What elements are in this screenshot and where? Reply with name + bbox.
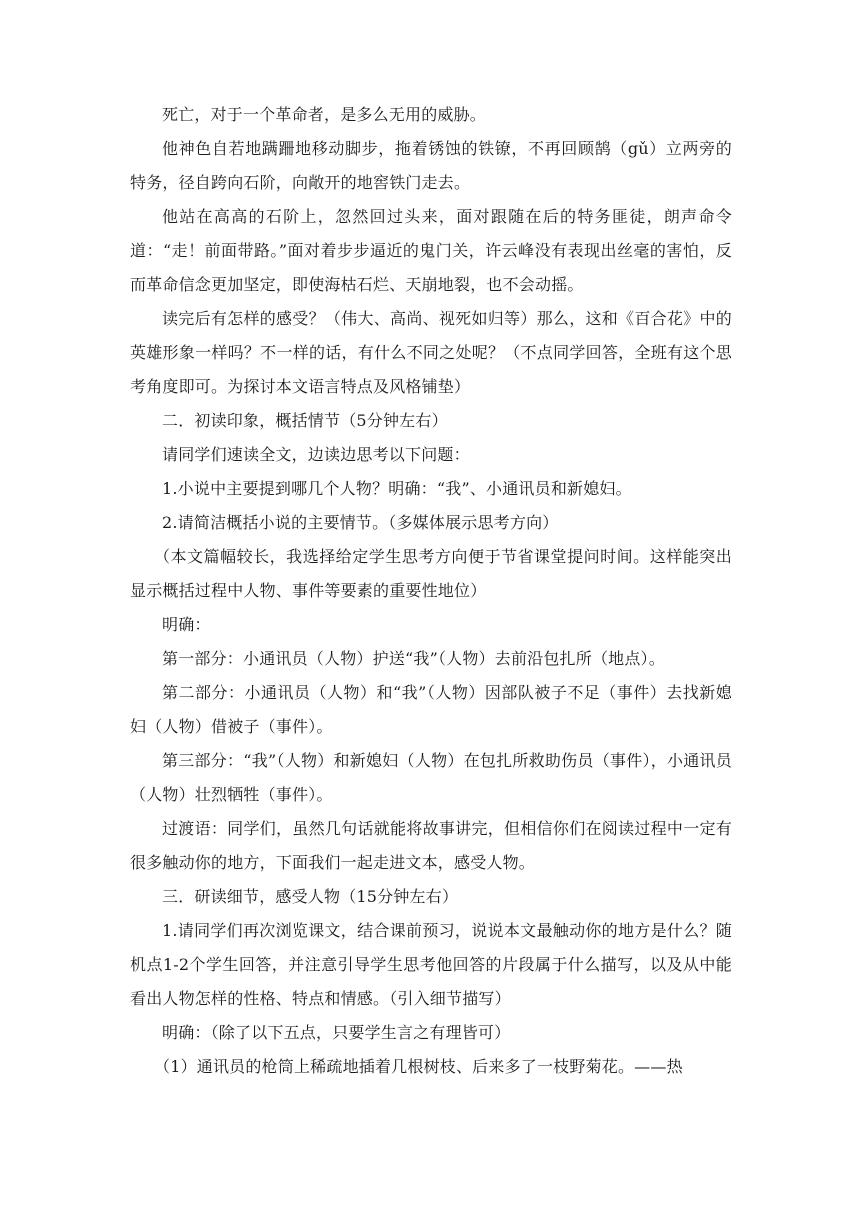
- paragraph-death-threat: 死亡，对于一个革命者，是多么无用的威胁。: [162, 105, 487, 124]
- question-detail-reading: 1.请同学们再次浏览课文，结合课前预习，说说本文最触动你的地方是什么？随机点1-2个学生回答，并注意引导学生思考他回答的片段属于什么描写，以及从中能看出人物怎样的性格、特点和情感。（引入细节描写）: [130, 921, 732, 1008]
- paragraph-transition: 过渡语：同学们，虽然几句话就能将故事讲完，但相信你们在阅读过程中一定有很多触动你的地方，下面我们一起走进文本，感受人物。: [130, 819, 732, 872]
- paragraph-reading-instruction: 请同学们速读全文，边读边思考以下问题：: [162, 445, 470, 464]
- question-one: 1.小说中主要提到哪几个人物？明确：“我”、小通讯员和新媳妇。: [162, 479, 632, 498]
- paragraph-teacher-note: （本文篇幅较长，我选择给定学生思考方向便于节省课堂提问时间。这样能突出显示概括过程中人物、事件等要素的重要性地位）: [130, 547, 732, 600]
- label-answer: 明确：: [162, 615, 211, 634]
- part-one: 第一部分：小通讯员（人物）护送“我”（人物）去前沿包扎所（地点）。: [162, 649, 665, 668]
- document-body: [130, 98, 732, 1084]
- label-answer-detail: 明确：（除了以下五点，只要学生言之有理皆可）: [162, 1023, 511, 1042]
- section-heading-two: 二．初读印象，概括情节（5分钟左右）: [162, 411, 448, 430]
- section-heading-three: 三．研读细节，感受人物（15分钟左右）: [162, 887, 459, 906]
- paragraph-walking: 他神色自若地蹒跚地移动脚步，拖着锈蚀的铁镣，不再回顾鹄（gǔ）立两旁的特务，径自跨向石阶，向敞开的地窖铁门走去。: [130, 139, 732, 192]
- paragraph-stairs: 他站在高高的石阶上，忽然回过头来，面对跟随在后的特务匪徒，朗声命令道：“走！前面带路。”面对着步步逼近的鬼门关，许云峰没有表现出丝毫的害怕，反而革命信念更加坚定，即使海枯石烂、天崩地裂，也不会动摇。: [130, 207, 732, 294]
- paragraph-reflection-question: 读完后有怎样的感受？（伟大、高尚、视死如归等）那么，这和《百合花》中的英雄形象一样吗？不一样的话，有什么不同之处呢？（不点同学回答，全班有这个思考角度即可。为探讨本文语言特点及风格铺垫）: [130, 309, 732, 396]
- answer-item-one: （1）通讯员的枪筒上稀疏地插着几根树枝、后来多了一枝野菊花。——热: [154, 1057, 683, 1076]
- part-three: 第三部分：“我”（人物）和新媳妇（人物）在包扎所救助伤员（事件），小通讯员（人物）壮烈牺牲（事件）。: [130, 751, 732, 804]
- question-two: 2.请简洁概括小说的主要情节。（多媒体展示思考方向）: [162, 513, 559, 532]
- part-two: 第二部分：小通讯员（人物）和“我”（人物）因部队被子不足（事件）去找新媳妇（人物）借被子（事件）。: [130, 683, 732, 736]
